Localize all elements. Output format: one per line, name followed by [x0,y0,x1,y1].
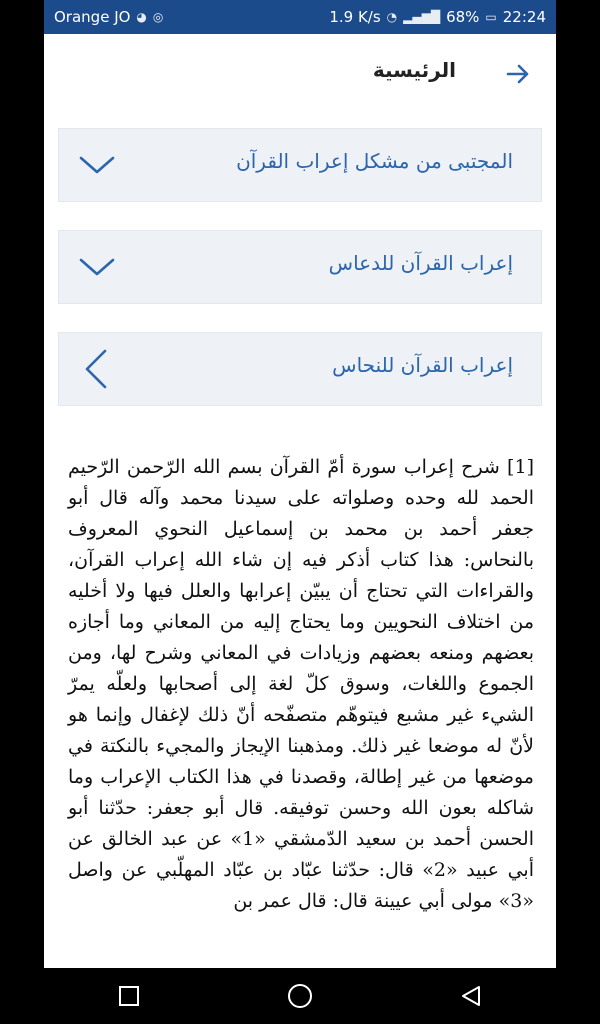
back-button[interactable] [441,968,501,1024]
battery-icon: ▭ [485,10,497,24]
status-left [54,8,163,26]
section-nahhas[interactable] [58,332,542,406]
chevron-down-icon [77,149,117,183]
square-icon [118,985,140,1007]
status-bar [44,0,556,34]
section-label: إعراب القرآن للنحاس [332,353,513,377]
home-button[interactable] [270,968,330,1024]
triangle-back-icon [459,984,483,1008]
carrier-label: Orange JO [54,8,131,26]
nav-bar [44,968,556,1024]
battery-percent: 68% [446,8,480,26]
broadcast-icon: ◎ [152,10,164,24]
recent-apps-button[interactable] [99,968,159,1024]
app-bar [44,34,556,112]
section-label: المجتبى من مشكل إعراب القرآن [236,149,513,173]
signal-icon: ▂▄▆█ [403,10,441,24]
network-speed: 1.9 K/s [329,8,381,26]
status-right [329,8,546,26]
wifi-icon: ◔ [386,10,398,24]
section-label: إعراب القرآن للدعاس [328,251,513,275]
book-text: [1] شرح إعراب سورة أمّ القرآن بسم الله الرّحمن الرّحيم الحمد لله وحده وصلواته على سيدنا محمد وآله قال أبو جعفر أحمد بن محمد بن إسماعيل النحوي المعروف بالنحاس: هذا كتاب أذكر فيه إن شاء الله إعراب القرآن، والقراءات التي تحتاج أن يبيّن إعرابها والعلل فيها ولا أخليه من اختلاف النحويين وما يحتاج إليه من المعاني وما أجازه بعضهم ومنعه بعضهم وزيادات في المعاني وشرح لها، ومن الجموع واللغات، وسوق كلّ لغة إلى أصحابها ولعلّه يمرّ الشيء غير مشبع فيتوهّم متصفّحه أنّ ذلك لإغفال وإنما هو لأنّ له موضعا غير ذلك. ومذهبنا الإيجاز والمجيء بالنكتة في موضعها من غير إطالة، وقصدنا في هذا الكتاب الإعراب وما شاكله بعون الله وحسن توفيقه. قال أبو جعفر: حدّثنا أبو الحسن أحمد بن سعيد الدّمشقي «1» عن عبد الخالق عن أبي عبيد «2» قال: حدّثنا عبّاد بن عبّاد المهلّبي عن واصل «3» مولى أبي عيينة قال: قال عمر بن [68,456,534,912]
chevron-left-icon [81,347,111,391]
screen [44,34,556,968]
messenger-icon: ◕ [136,10,147,24]
section-daas[interactable] [58,230,542,304]
clock: 22:24 [502,8,546,26]
circle-icon [286,982,314,1010]
chevron-down-icon [77,251,117,285]
page-title: الرئيسية [372,58,456,82]
arrow-right-icon[interactable] [502,58,534,90]
section-mujtaba[interactable] [58,128,542,202]
